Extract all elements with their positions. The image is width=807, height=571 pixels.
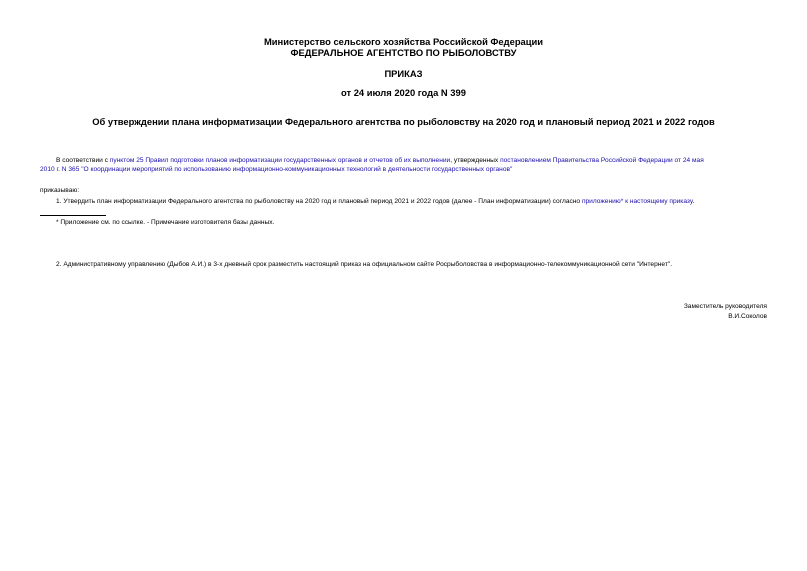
date-number-heading: от 24 июля 2020 года N 399 — [341, 87, 466, 98]
preamble-text-2: , утвержденных — [450, 157, 501, 164]
item-1 — [56, 197, 694, 207]
document-title: Об утверждении плана информатизации Федерального агентства по рыболовству на 2020 год и плановый период 2021 и 2022 годов — [92, 116, 715, 127]
agency-heading: ФЕДЕРАЛЬНОЕ АГЕНТСТВО ПО РЫБОЛОВСТВУ — [290, 47, 517, 58]
item-1-end: . — [692, 198, 695, 205]
link-appendix[interactable]: приложению* к настоящему приказу — [581, 198, 693, 205]
preamble-line-2 — [40, 165, 512, 175]
link-government-resolution[interactable]: постановлением Правительства Российской Федерации от 24 мая — [500, 157, 704, 164]
item-1-text: 1. Утвердить план информатизации Федерального агентства по рыболовству на 2020 год и плановый период 2021 и 2022 годов (далее - План информатизации) согласно — [56, 198, 582, 205]
ministry-heading: Министерство сельского хозяйства Российской Федерации — [263, 36, 544, 47]
item-2: 2. Административному управлению (Дыбов А.И.) в 3-х дневный срок разместить настоящий приказ на официальном сайте Росрыболовства в информационно-телекоммуникационной сети "Интернет". — [56, 261, 673, 268]
link-government-resolution-cont[interactable]: 2010 г. N 365 "О координации мероприятий по использованию информационно-коммуникационных технологий в деятельности государственных органов" — [40, 166, 513, 173]
footnote-divider — [40, 215, 106, 216]
preamble-text-1: В соответствии с — [56, 157, 110, 164]
signature-name: В.И.Соколов — [728, 313, 767, 320]
footnote: * Приложение см. по ссылке. - Примечание изготовителя базы данных. — [56, 219, 275, 226]
link-rules-paragraph-25[interactable]: пунктом 25 Правил подготовки планов информатизации государственных органов и отчетов об их выполнении — [109, 157, 451, 164]
order-word: приказываю: — [40, 187, 80, 194]
doc-type-heading: ПРИКАЗ — [384, 68, 423, 79]
signature-position: Заместитель руководителя — [683, 303, 767, 310]
